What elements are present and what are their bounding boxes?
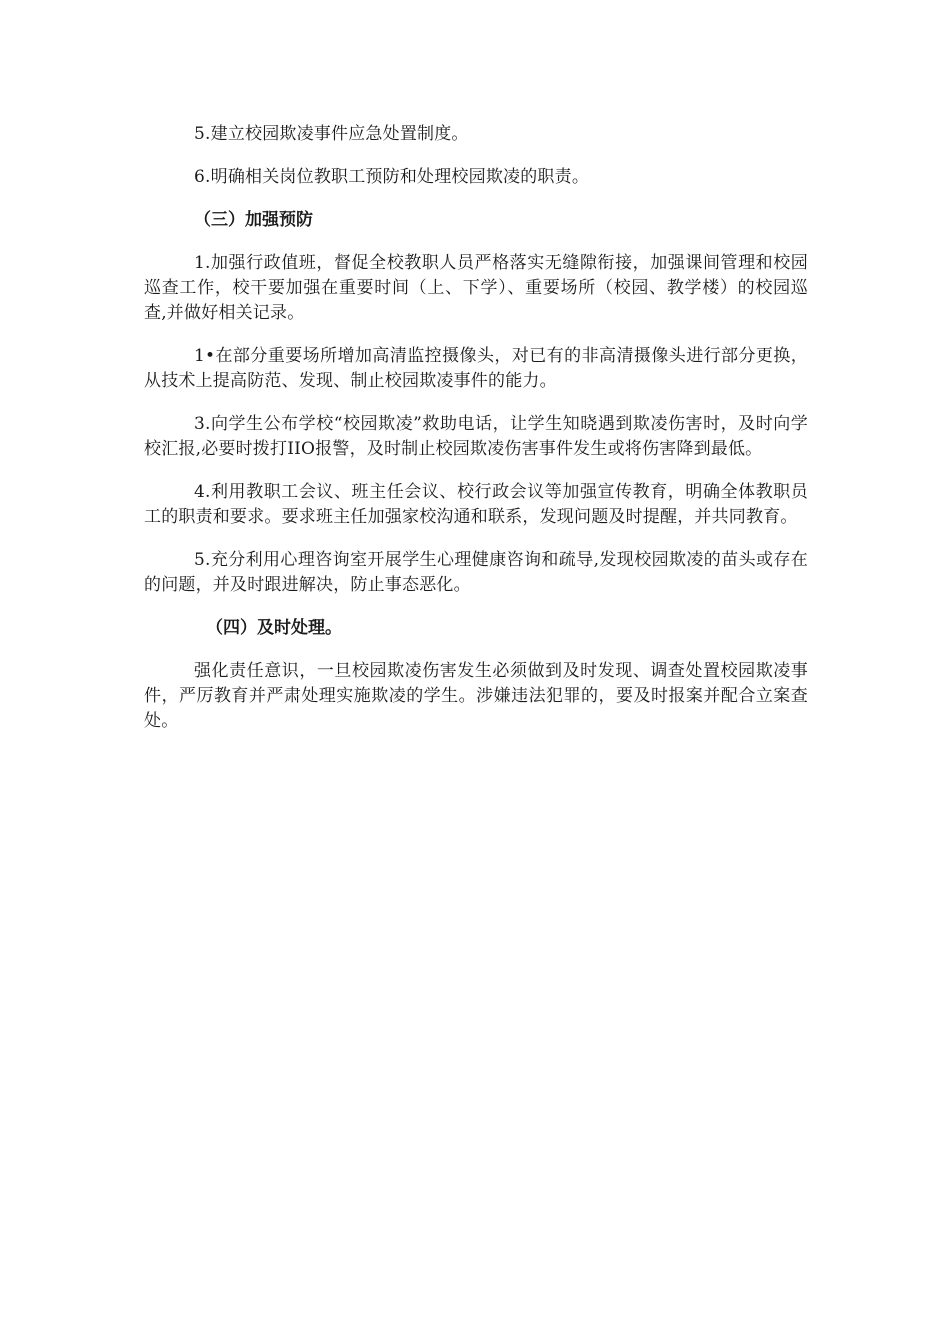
paragraph-prevention-3: 3.向学生公布学校“校园欺凌”救助电话，让学生知晓遇到欺凌伤害时，及时向学校汇报,必要时拨打IIO报警，及时制止校园欺凌伤害事件发生或将伤害降到最低。 [144, 414, 808, 459]
paragraph-prevention-2: 1•在部分重要场所增加高清监控摄像头，对已有的非高清摄像头进行部分更换，从技术上提高防范、发现、制止校园欺凌事件的能力。 [144, 346, 808, 391]
paragraph-item-6: 6.明确相关岗位教职工预防和处理校园欺凌的职责。 [194, 167, 590, 187]
paragraph-prevention-1: 1.加强行政值班，督促全校教职人员严格落实无缝隙衔接，加强课间管理和校园巡查工作，校干要加强在重要时间（上、下学）、重要场所（校园、教学楼）的校园巡查,并做好相关记录。 [144, 253, 808, 323]
paragraph-prevention-4: 4.利用教职工会议、班主任会议、校行政会议等加强宣传教育，明确全体教职员工的职责和要求。要求班主任加强家校沟通和联系，发现问题及时提醒，并共同教育。 [144, 482, 808, 527]
section-heading-3: （三）加强预防 [194, 210, 313, 230]
section-heading-4: （四）及时处理。 [206, 618, 342, 638]
paragraph-prevention-5: 5.充分利用心理咨询室开展学生心理健康咨询和疏导,发现校园欺凌的苗头或存在的问题，并及时跟进解决，防止事态恶化。 [144, 550, 808, 595]
paragraph-item-5: 5.建立校园欺凌事件应急处置制度。 [194, 124, 469, 144]
paragraph-handling: 强化责任意识，一旦校园欺凌伤害发生必须做到及时发现、调查处置校园欺凌事件，严厉教育并严肃处理实施欺凌的学生。涉嫌违法犯罪的，要及时报案并配合立案查处。 [144, 661, 808, 731]
document-body [144, 122, 808, 752]
